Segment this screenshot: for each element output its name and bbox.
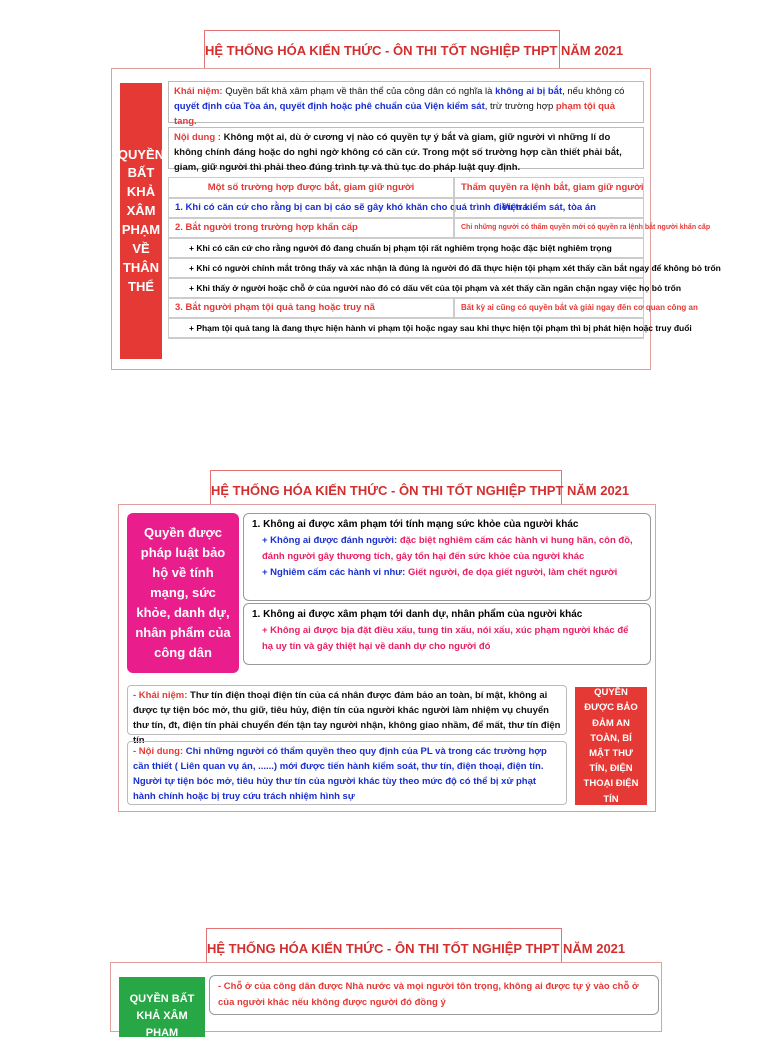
section-personal-inviolability [111, 68, 721, 370]
communication-rights-label: QUYỀN ĐƯỢC BẢO ĐẢM AN TOÀN, BÍ MẬT THƯ TÍN, ĐIỆN THOẠI ĐIỆN TÍN [575, 687, 647, 805]
concept-text: Thư tín điện thoại điện tín của cá nhân được đảm bảo an toàn, bí mật, không ai được tự tiện bóc mở, thu giữ, tiêu hủy, điện tín của người khác người làm nhiệm vụ chuyển thư tín, đt, điện tín phải chuyển đến tận tay người nhận, không giao nhầm, để mất, thư tín điện tín [133, 690, 561, 746]
concept-highlight-1: không ai bị bắt [495, 86, 563, 97]
table-row: 2. Bắt người trong trường hợp khẩn cấp [168, 217, 454, 239]
table-row: + Khi thấy ở người hoặc chỗ ở của người nào đó có dấu vết của tội phạm và xét thấy cần ngăn chặn ngay việc họ bỏ trốn [168, 277, 644, 299]
residence-card: QUYỀN BẤT KHẢ XÂM PHẠM [119, 977, 205, 1037]
content-text: Chỉ những người có thẩm quyền theo quy định của PL và trong các trường hợp cần thiết ( Liên quan vụ án, ......) mới được tiến hành kiểm soát, thư tín, điện thoại, điện tín. Người tự tiện bóc mở, tiêu hủy thư tín của người khác tùy theo mức độ có thể bị xử phạt hành chính hoặc bị truy cứu trách nhiệm hình sự [133, 746, 547, 802]
section-protection-rights [118, 504, 656, 812]
content-prefix: - Nội dung: [133, 746, 184, 757]
page-title-2: HỆ THỐNG HÓA KIẾN THỨC - ÔN THI TỐT NGHIỆP THPT NĂM 2021 [210, 470, 562, 510]
table-row-authority: Bất kỳ ai cũng có quyền bắt và giải ngay đến cơ quan công an [454, 297, 644, 319]
concept-prefix: - Khái niệm: [133, 690, 188, 701]
table-row-authority: Viện kiểm sát, tòa án [454, 197, 644, 219]
table-header-right: Thẩm quyền ra lệnh bắt, giam giữ người [454, 177, 644, 199]
page-title: HỆ THỐNG HÓA KIẾN THỨC - ÔN THI TỐT NGHIỆP THPT NĂM 2021 [204, 30, 560, 70]
concept-box [168, 81, 644, 127]
content-text: Không một ai, dù ở cương vị nào có quyền tự ý bắt và giam, giữ người vì những lí do không chính đáng hoặc do nghi ngờ không có căn cứ. Trong một số trường hợp cần thiết phải bắt, giam, giữ người thì phải theo đúng trình tự và thủ tục do pháp luật quy định. [174, 132, 622, 173]
table-row: + Khi có căn cứ cho rằng người đó đang chuẩn bị phạm tội rất nghiêm trọng hoặc đặc biệt nghiêm trọng [168, 237, 644, 259]
box-title: 1. Không ai được xâm phạm tới danh dự, nhân phẩm của người khác [252, 609, 583, 620]
table-row-empty [168, 337, 644, 339]
concept-text-3: , trừ trường hợp [484, 101, 554, 112]
arrest-cases-table [168, 177, 721, 359]
box-line-text: đặc biệt nghiêm cấm các hành vi hung hãn, côn đồ, đánh người gây thương tích, gây tổn hại đến sức khỏe của người khác [262, 535, 633, 562]
residence-box [209, 975, 659, 1015]
content-box [168, 127, 644, 173]
table-row: + Khi có người chính mắt trông thấy và xác nhận là đúng là người đó đã thực hiện tội phạm xét thấy cần bắt ngay để không bỏ trốn [168, 257, 644, 279]
box-title: 1. Không ai được xâm phạm tới tính mạng sức khỏe của người khác [252, 519, 579, 530]
box-line-text: Giết người, đe dọa giết người, làm chết người [408, 567, 618, 578]
concept-text: Quyền bất khả xâm phạm về thân thể của công dân có nghĩa là [225, 86, 493, 97]
concept-text-2: , nếu không có [562, 86, 625, 97]
concept-highlight-2: quyết định của Tòa án, quyết định hoặc phê chuẩn của Viện kiểm sát [174, 101, 485, 112]
residence-text: - Chỗ ở của công dân được Nhà nước và mọi người tôn trọng, không ai được tự ý vào chỗ ở của người khác nếu không được người đó đồng ý [218, 981, 639, 1008]
section-side-label: QUYỀN BẤT KHẢ XÂM PHẠM VỀ THÂN THỂ [120, 83, 162, 359]
table-row-authority: Chỉ những người có thẩm quyền mới có quyền ra lệnh bắt người khẩn cấp [454, 217, 644, 239]
content-prefix: Nội dung : [174, 132, 221, 143]
table-row: 3. Bắt người phạm tội quả tang hoặc truy nã [168, 297, 454, 319]
dignity-box [243, 603, 651, 665]
table-header-left: Một số trường hợp được bắt, giam giữ người [168, 177, 454, 199]
box-line-text: + Không ai được bịa đặt điều xấu, tung tin xấu, nói xấu, xúc phạm người khác để hạ uy tín và gây thiệt hại về danh dự cho người đó [262, 625, 629, 652]
concept-highlight-3: phạm tội quả tang. [174, 101, 615, 127]
box-line-label: + Không ai được đánh người: [262, 535, 398, 546]
concept-prefix: Khái niệm: [174, 86, 223, 97]
protection-card: Quyền được pháp luật bảo hộ về tính mạng, sức khỏe, danh dự, nhân phẩm của công dân [127, 513, 239, 673]
table-row: 1. Khi có căn cứ cho rằng bị can bị cáo sẽ gây khó khăn cho quá trình điều tra [168, 197, 454, 219]
life-health-box [243, 513, 651, 601]
section-residence [110, 962, 662, 1039]
box-line-label: + Nghiêm cấm các hành vi như: [262, 567, 406, 578]
page-title-3: HỆ THỐNG HÓA KIẾN THỨC - ÔN THI TỐT NGHIỆP THPT NĂM 2021 [206, 928, 562, 968]
table-row: + Phạm tội quả tang là đang thực hiện hành vi phạm tội hoặc ngay sau khi thực hiện tội phạm thì bị phát hiện hoặc truy đuổi [168, 317, 644, 339]
content-box-2 [127, 741, 567, 805]
concept-box-2 [127, 685, 567, 746]
